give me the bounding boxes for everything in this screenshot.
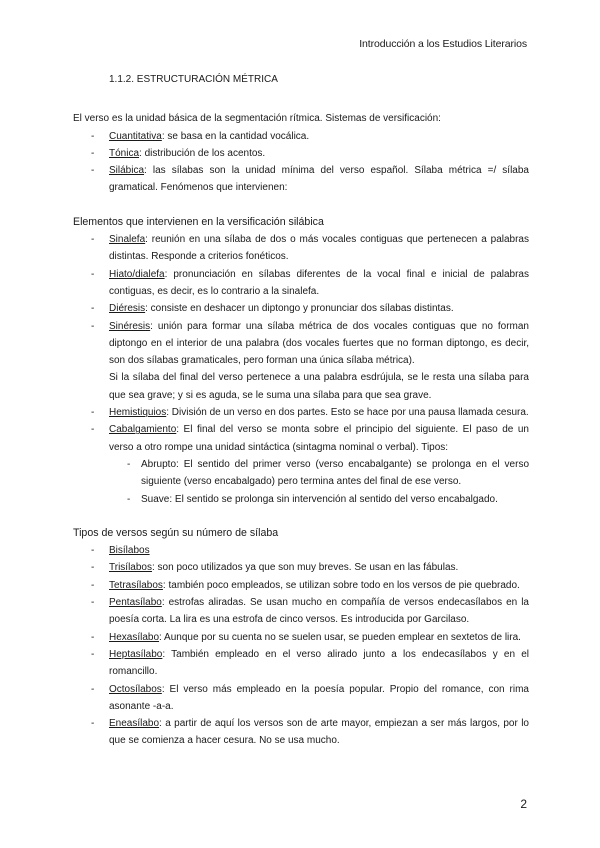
term: Sinéresis (109, 320, 151, 332)
term: Eneasílabo (109, 718, 160, 730)
definition: : pronunciación en sílabas diferentes de la vocal final e inicial de palabras contiguas, es decir, es lo contrario a la sinalefa. (109, 268, 529, 297)
definition: : Aunque por su cuenta no se suelen usar, se pueden emplear en sextetos de lira. (159, 631, 521, 643)
sub-list-item: - Abrupto: El sentido del primer verso (verso encabalgante) se prolonga en el verso siguiente (verso encabalgado) pero termina antes del final de ese verso. (109, 456, 529, 491)
list-item (73, 594, 529, 629)
verses-heading: Tipos de versos según su número de sílaba (73, 526, 279, 539)
term: Heptasílabo (109, 648, 163, 660)
definition: : unión para formar una sílaba métrica de dos vocales contiguas que no forman diptongo en el interior de una palabra (dos vocales fuertes que no forman diptongo, es decir, son dos sílabas gramaticales, pero forman una única sílaba métrica). (109, 320, 529, 367)
term: Tetrasílabos (109, 579, 163, 591)
elements-heading: Elementos que intervienen en la versificación silábica (73, 215, 324, 228)
term: Hiato/dialefa (109, 268, 165, 280)
list-item (73, 300, 529, 317)
definition: : estrofas aliradas. Se usan mucho en compañía de versos endecasílabos en la poesía corta. La lira es una estrofa de cinco versos. Es introducida por Garcilaso. (109, 597, 529, 626)
definition: : se basa en la cantidad vocálica. (161, 130, 310, 142)
definition: : son poco utilizados ya que son muy breves. Se usan en las fábulas. (151, 562, 459, 574)
definition: : consiste en deshacer un diptongo y pronunciar dos sílabas distintas. (145, 303, 454, 315)
term: Trisílabos (109, 562, 152, 574)
elements-list (73, 231, 529, 508)
list-item (73, 542, 529, 559)
definition: : las sílabas son la unidad mínima del verso español. Sílaba métrica =/ sílaba gramatical. Fenómenos que intervienen: (109, 165, 529, 194)
list-item (73, 559, 529, 576)
list-item (73, 577, 529, 594)
list-item (73, 266, 529, 301)
list-item (73, 145, 529, 162)
list-item (73, 681, 529, 716)
verses-list (73, 542, 529, 750)
term: Pentasílabo (109, 597, 162, 609)
intro-paragraph: El verso es la unidad básica de la segmentación rítmica. Sistemas de versificación: (73, 113, 441, 125)
term: Hemistiquios (109, 407, 167, 419)
page-number: 2 (520, 797, 527, 811)
definition: : También empleado en el verso alirado junto a los endecasílabos y en el romancillo. (109, 648, 529, 678)
list-item (73, 629, 529, 646)
note: Si la sílaba del final del verso pertenece a una palabra esdrújula, se le resta una sílaba para que sea grave; y si es aguda, se le suma una sílaba para que sea grave. (109, 372, 529, 401)
term: Silábica (109, 165, 145, 177)
page-content (73, 71, 529, 750)
term: Cabalgamiento (109, 424, 177, 436)
definition: : El final del verso se monta sobre el principio del siguiente. El paso de un verso a otro rompe una unidad sintáctica (sintagma nominal o verbal). Tipos: (109, 424, 529, 453)
running-header: Introducción a los Estudios Literarios (359, 38, 527, 50)
list-item (73, 231, 529, 266)
term: Bisílabos (109, 545, 150, 557)
term: Diéresis (109, 303, 146, 315)
definition: : reunión en una sílaba de dos o más vocales contiguas que pertenecen a palabras distintas. Responde a criterios fonéticos. (109, 234, 529, 263)
term: Octosílabos (109, 683, 162, 695)
versification-systems-list (73, 128, 529, 197)
list-item (73, 318, 529, 404)
definition: : División de un verso en dos partes. Esto se hace por una pausa llamada cesura. (166, 407, 529, 419)
definition: : también poco empleados, se utilizan sobre todo en los versos de pie quebrado. (162, 579, 520, 591)
definition: : El verso más empleado en la poesía popular. Propio del romance, con rima asonante -a-a. (109, 683, 529, 712)
section-title: 1.1.2. ESTRUCTURACIÓN MÉTRICA (109, 74, 278, 85)
list-item (73, 128, 529, 145)
term: Cuantitativa (109, 130, 162, 142)
sub-list-item: - Suave: El sentido se prolonga sin intervención al sentido del verso encabalgado. (109, 491, 529, 508)
list-item (73, 715, 529, 750)
definition: : a partir de aquí los versos son de arte mayor, empiezan a ser más largos, por lo que se comienza a hacer cesura. No se usa mucho. (109, 718, 529, 747)
definition: : distribución de los acentos. (139, 147, 266, 159)
list-item (73, 646, 529, 681)
list-item (73, 404, 529, 421)
list-item (73, 162, 529, 197)
enjambment-types-list (109, 456, 529, 508)
term: Tónica (109, 147, 140, 159)
term: Sinalefa (109, 234, 146, 246)
term: Hexasílabo (109, 631, 160, 643)
list-item (73, 421, 529, 507)
